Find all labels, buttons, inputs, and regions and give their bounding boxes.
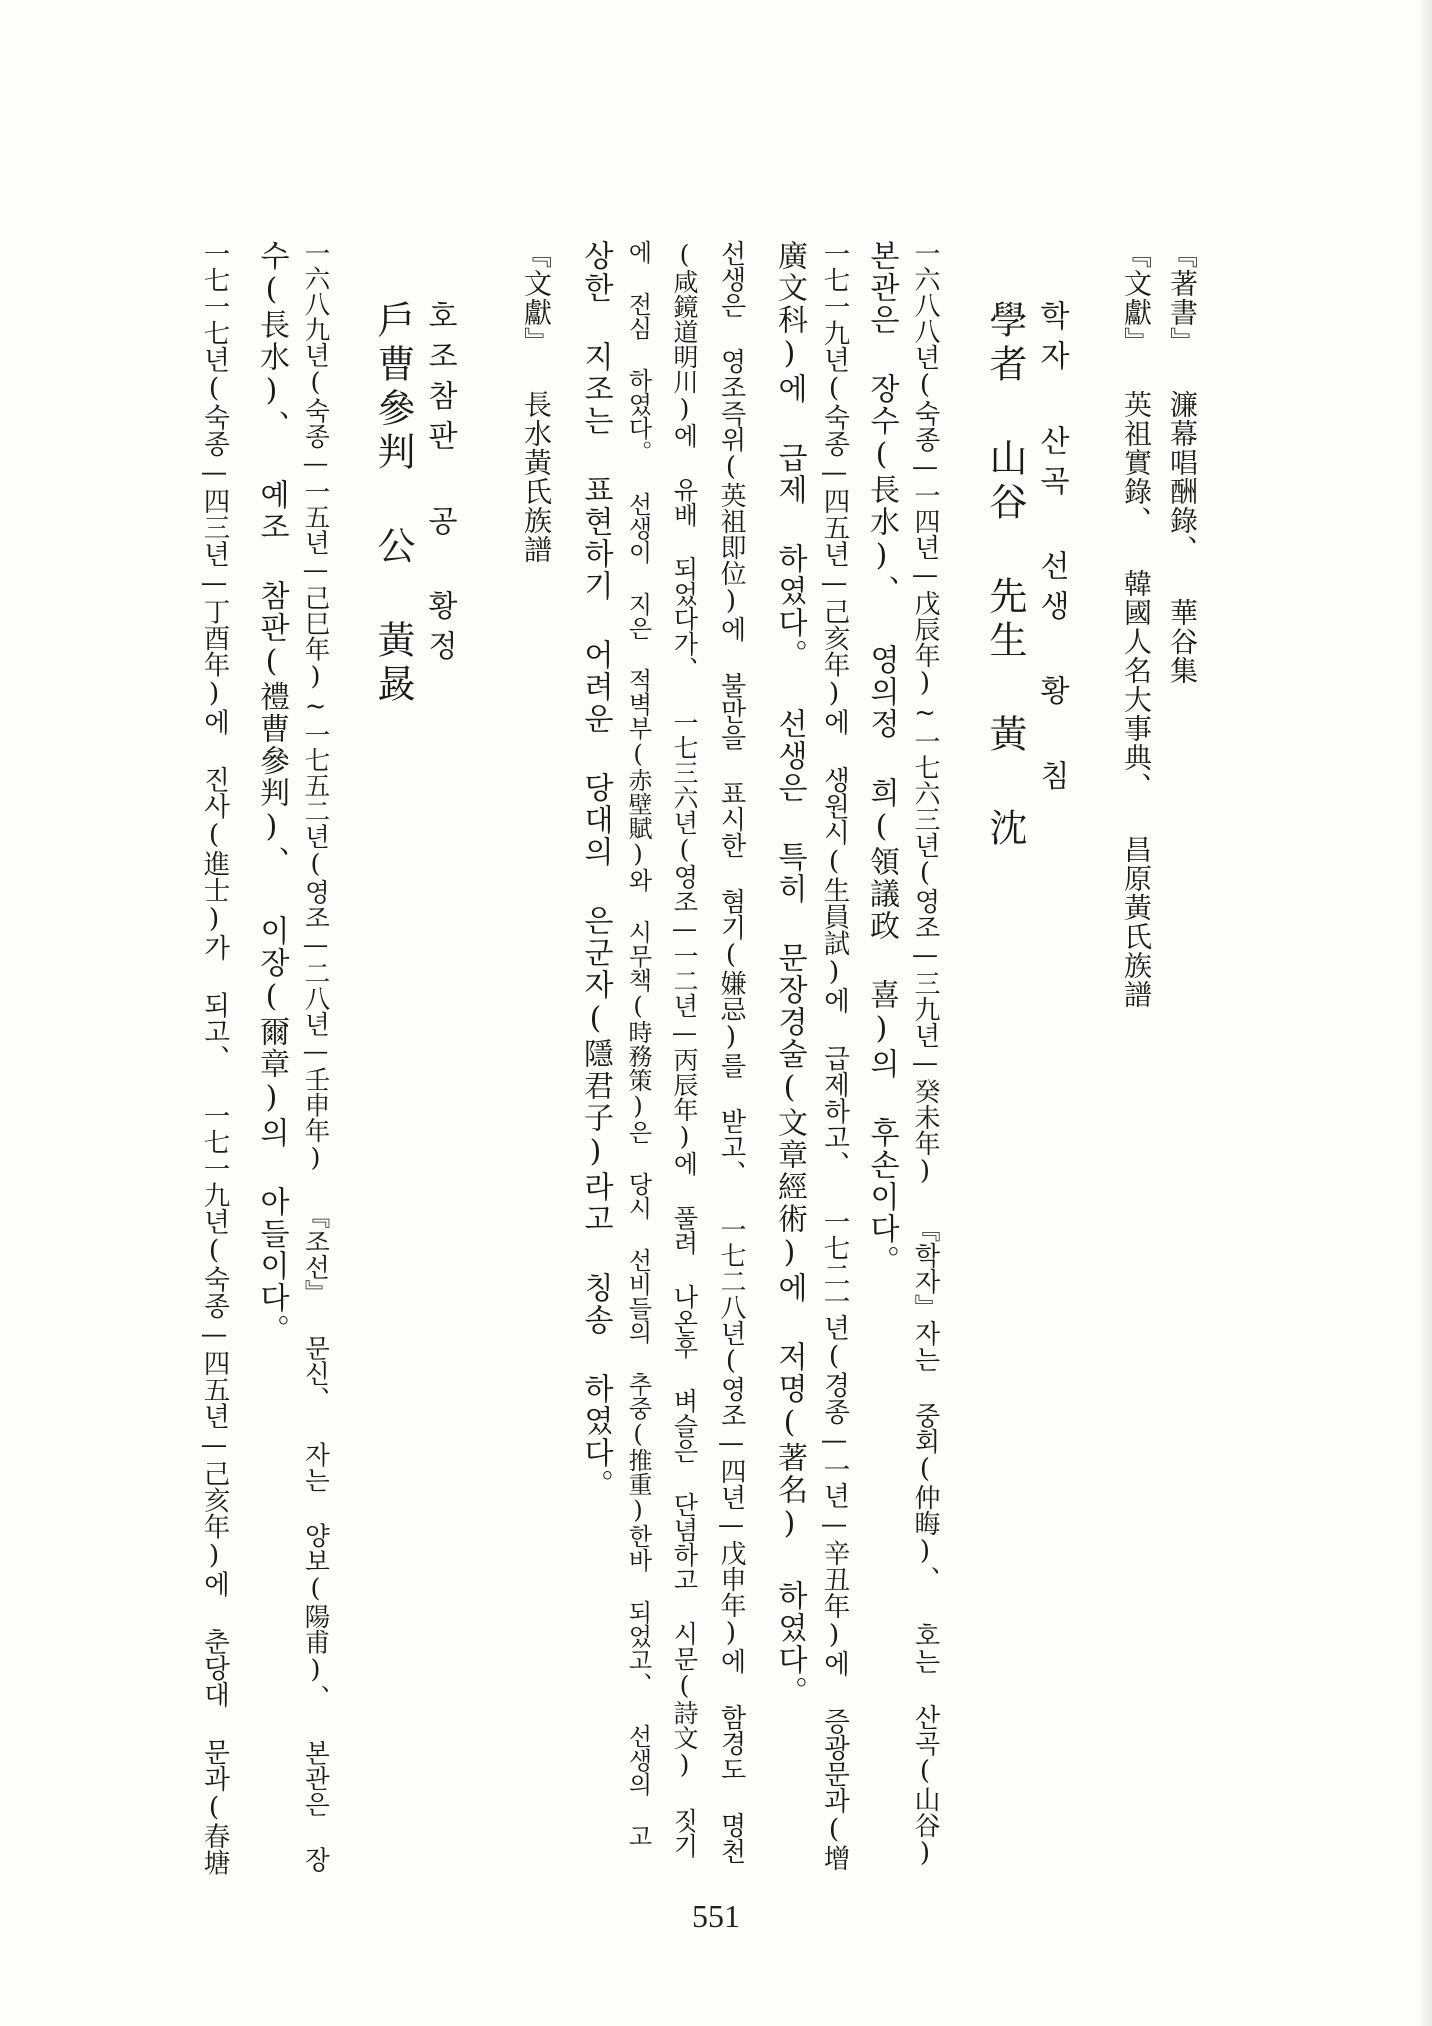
body-text-column: 一七一七년(숙종—四三년—丁酉年)에 진사(進士)가 되고、 一七一九년(숙종—四五년—己亥年)에 춘당대 문과(春塘	[198, 240, 230, 1876]
body-text-column: 수(長水)、 예조 참판(禮曹參判)、 이장(爾章)의 아들이다。	[254, 240, 289, 1346]
body-text-column: 一七一九년(숙종—四五년—己亥年)에 생원시(生員試)에 급제하고、 一七二一년(경종—一년—辛丑年)에 증광문과(增	[818, 240, 850, 1871]
body-text-column: 一六八八년(숙종—一四년—戊辰年)~一七六三년(영조—三九년—癸未年) 『학자』자는 중회(仲晦)、 호는 산곡(山谷)	[910, 240, 940, 1868]
page-spine-shadow	[1418, 0, 1432, 2026]
body-text-column: (咸鏡道明川)에 유배 되었다가、 一七三六년(영조—一二년—丙辰年)에 풀려 나온후 벼슬은 단념하고 시문(詩文) 짓기	[670, 240, 699, 1858]
section-heading-hanja: 學者 山谷 先生 黃 沈	[983, 300, 1027, 852]
body-text-column: 선생은 영조즉위(英祖即位)에 불만을 표시한 혐기(嫌忌)를 받고、 一七二八년(영조—四년—戊申年)에 함경도 명천	[716, 240, 746, 1864]
section-heading-hangul: 호조참판 공 황정	[422, 300, 457, 670]
body-text-column: 본관은 장수(長水)、 영의정 희(領議政 喜)의 후손이다。	[864, 240, 899, 1277]
text-column-references-books: 『著書』 濂幕唱酬錄、 華谷集	[1166, 240, 1199, 685]
body-text-column: 一六八九년(숙종—一五년—己巳年)~一七五二년(영조—二八년—壬申年) 『조선』 문신、 자는 양보(陽甫)、 본관은 장	[300, 240, 331, 1872]
body-text-column: 에 전심 하였다。 선생이 지은 적벽부(赤壁賦)와 시무책(時務策)은 당시 선비들의 추중(推重)한바 되었고、 선생의 고	[624, 240, 652, 1848]
text-column-references-literature: 『文獻』 英祖實錄、 韓國人名大事典、 昌原黃氏族譜	[1120, 240, 1153, 1009]
body-text-column: 상한 지조는 표현하기 어려운 당대의 은군자(隱君子)라고 칭송 하였다。	[578, 240, 613, 1501]
section-heading-hangul: 학자 산곡 선생 황 침	[1034, 300, 1069, 800]
section-heading-hanja: 戶曹參判 公 黃晸	[371, 300, 415, 708]
page-number: 551	[692, 1898, 740, 1934]
body-text-column: 廣文科)에 급제 하였다。 선생은 특히 문장경술(文章經術)에 저명(著名) 하였다。	[772, 240, 807, 1708]
text-column-references-literature: 『文獻』 長水黃氏族譜	[520, 240, 553, 564]
